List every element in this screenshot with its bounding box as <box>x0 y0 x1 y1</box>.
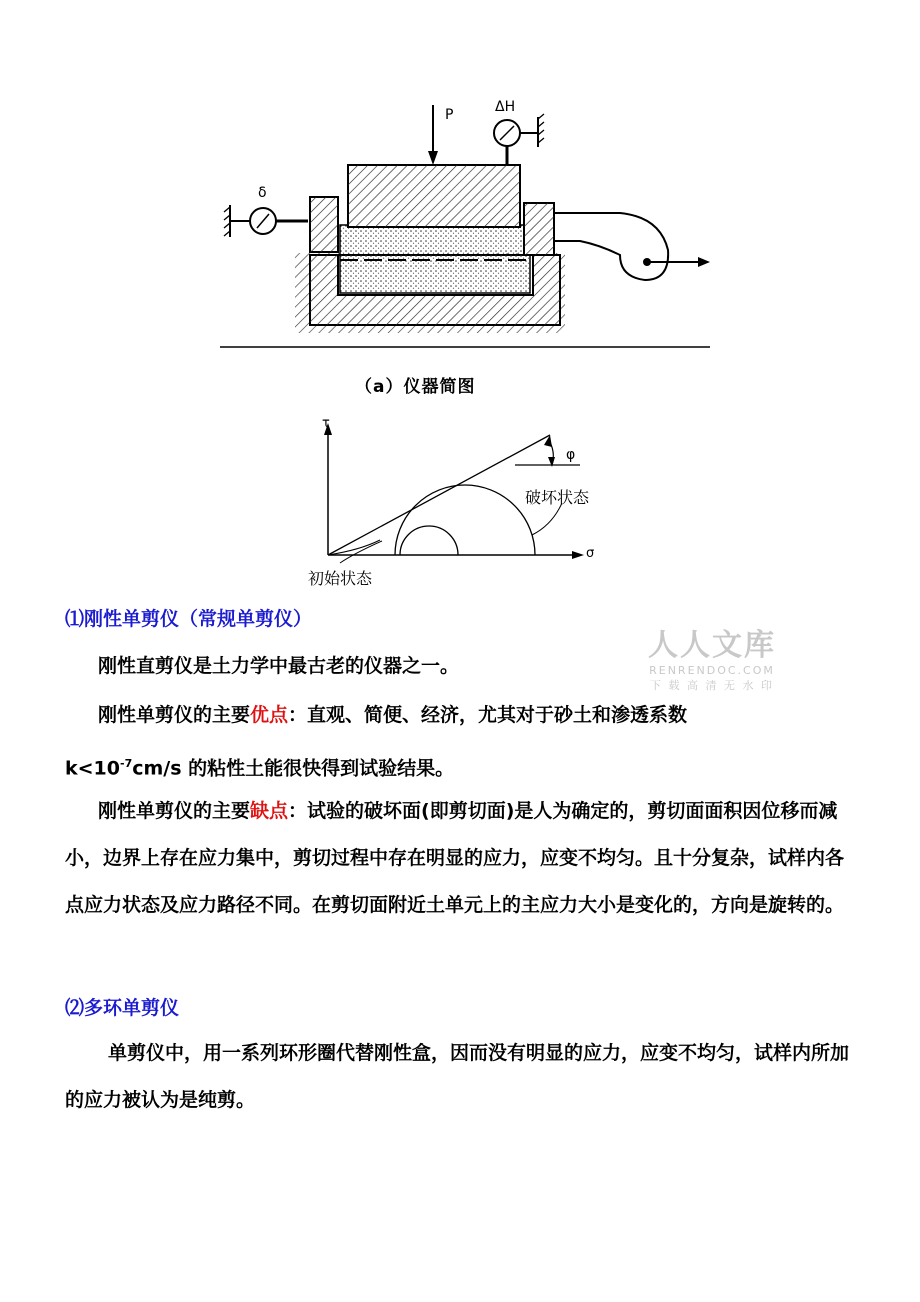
apparatus-diagram <box>200 85 730 360</box>
section1-p3 <box>65 740 454 792</box>
label-dh: ΔH <box>495 99 516 115</box>
p4-pre: 刚性单剪仪的主要 <box>98 800 251 822</box>
p3-unit: cm/s <box>132 757 182 780</box>
p4-post: ：试验的破坏面(即剪切面)是人为确定的，剪切面面积因位移而减小，边界上存在应力集中，剪切过程中存在明显的应力，应变不均匀。且十分复杂，试样内各点应力状态及应力路径不同。在剪切面附近土单元上的主应力大小是变化的，方向是旋转的。 <box>65 800 845 916</box>
p3-exponent: -7 <box>120 757 133 770</box>
p3-post: 的粘性土能很快得到试验结果。 <box>181 757 455 780</box>
section1-p4 <box>65 788 855 929</box>
watermark-title: 人人文库 <box>648 628 776 663</box>
watermark-tagline: 下 载 高 清 无 水 印 <box>650 679 774 692</box>
advantage-label: 优点 <box>250 704 289 726</box>
p2-post: ：直观、简便、经济，尤其对于砂土和渗透系数 <box>288 704 688 726</box>
label-delta: δ <box>258 185 267 201</box>
p3-k: k<10 <box>65 757 120 780</box>
section1-p2 <box>98 692 687 739</box>
label-initial: 初始状态 <box>308 569 373 588</box>
section1-p1: 刚性直剪仪是土力学中最古老的仪器之一。 <box>98 655 460 677</box>
section2-p1: 单剪仪中，用一系列环形圈代替刚性盒，因而没有明显的应力，应变不均匀，试样内所加的应力被认为是纯剪。 <box>65 1042 850 1111</box>
section1-heading: ⑴刚性单剪仪（常规单剪仪） <box>65 608 313 630</box>
disadvantage-label: 缺点 <box>250 800 289 822</box>
label-sigma: σ <box>586 546 595 561</box>
p2-pre: 刚性单剪仪的主要 <box>98 704 251 726</box>
label-p: P <box>445 107 454 123</box>
label-phi: φ <box>566 447 576 463</box>
label-failure: 破坏状态 <box>525 488 590 507</box>
section2-heading: ⑵多环单剪仪 <box>65 997 180 1019</box>
figure-a-caption: （a）仪器简图 <box>355 377 476 397</box>
label-tau: τ <box>322 416 330 431</box>
watermark <box>648 620 776 693</box>
watermark-domain: RENRENDOC.COM <box>649 664 775 677</box>
